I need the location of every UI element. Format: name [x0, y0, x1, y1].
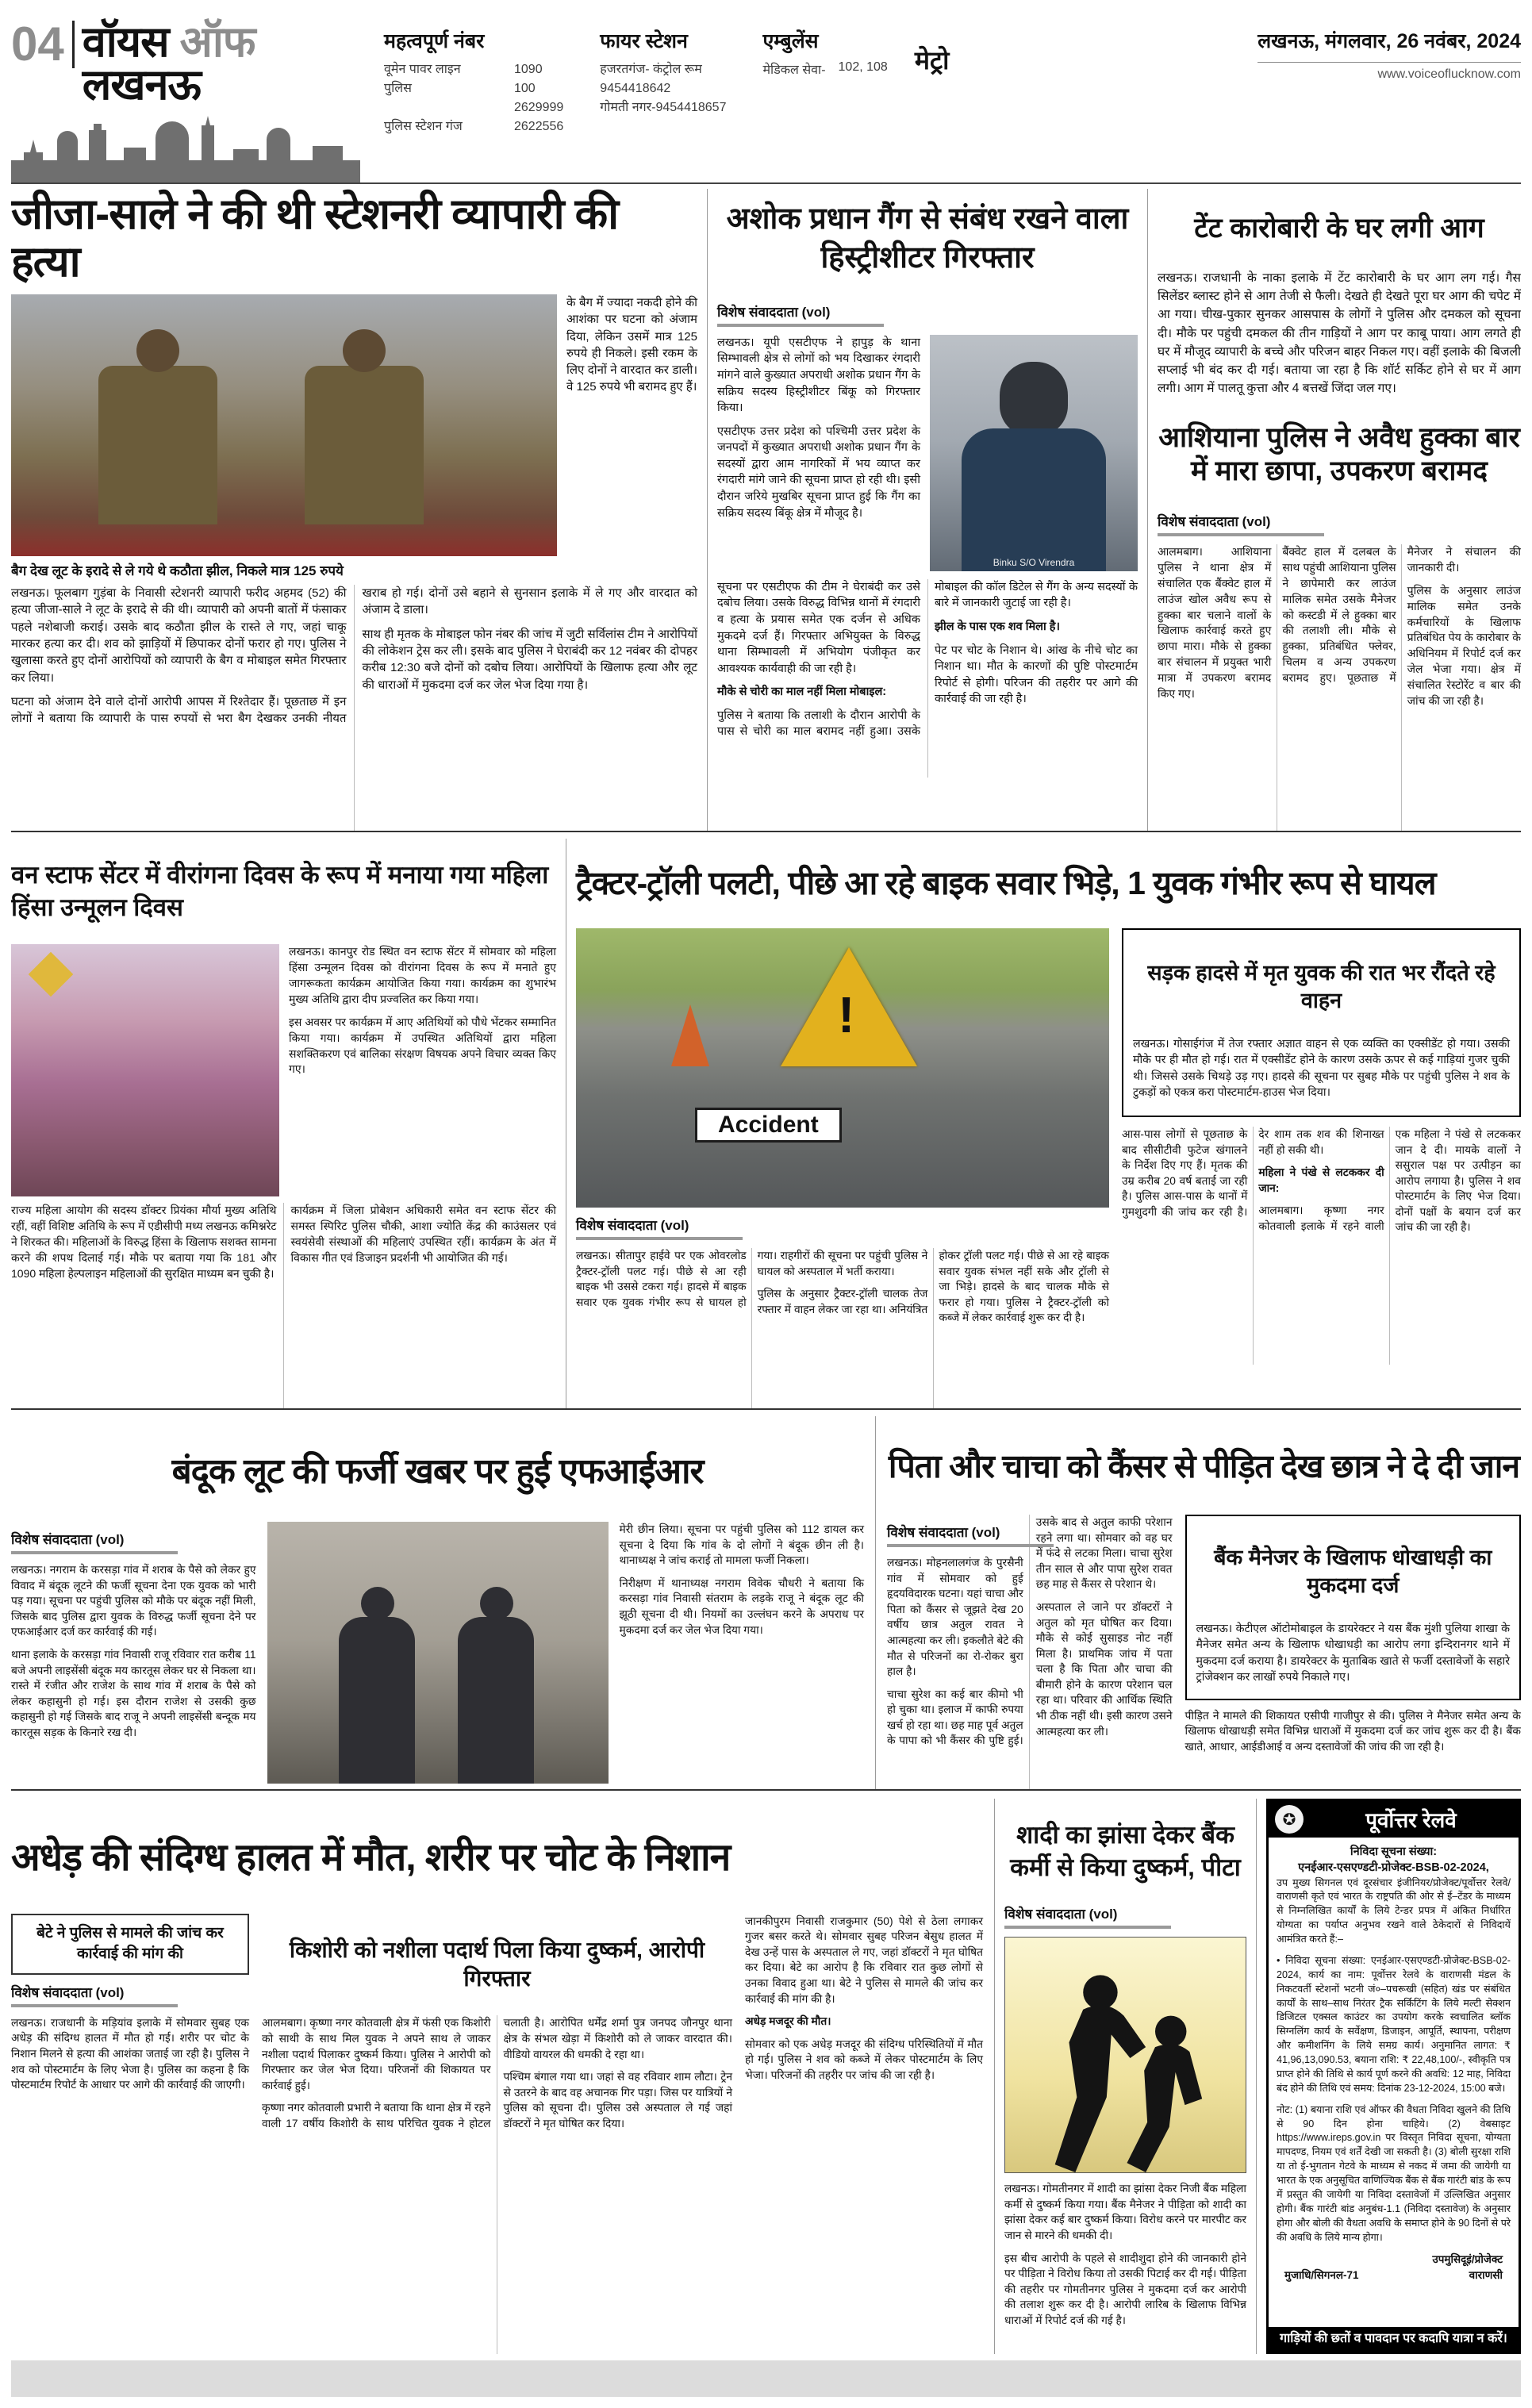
article-paragraph: राज्य महिला आयोग की सदस्य डॉक्टर प्रियंका मौर्या मुख्य अतिथि रहीं, वहीं विशिष्ट अतिथि के रूप में एडीसीपी मध्य लखनऊ कमिश्नरेट ने शिरकत की। महिलाओं के विरुद्ध हिंसा के खिलाफ सशक्त सामना करने की शपथ दिलाई गई। मौके पर बताया गया कि 181 और 1090 महिला हेल्पलाइन महिलाओं की सुरक्षित माध्यम बन चुकी है।: [11, 1204, 277, 1280]
article-paragraph: आलमबाग। आशियाना पुलिस ने थाना क्षेत्र में संचालित एक बैंक्वेट हाल में लाउंज खोल अवैध रूप से हुक्का बार चलाने वालों के खिलाफ कार्रवाई करते हुए छापा मारा। मौके से हुक्का बार संचालन में प्रयुक्त भारी मात्रा में उपकरण बरामद किए गए।: [1158, 545, 1272, 700]
byline: विशेष संवाददाता (vol): [11, 1532, 125, 1548]
warning-triangle-icon: [781, 947, 917, 1066]
tractor-article: [576, 928, 1109, 1408]
womens-event-photo: [11, 944, 279, 1196]
byline-rule: [1004, 1926, 1171, 1929]
byline-rule: [11, 1551, 178, 1554]
article-gun-fir: [11, 1416, 876, 1789]
article-paragraph: पीड़ित ने मामले की शिकायत एसीपी गाजीपुर से की। पुलिस ने मैनेजर समेत अन्य के खिलाफ धोखाधड़ी समेत विभिन्न धाराओं में मुकदमा दर्ज कर जांच शुरू कर दी है। बैंक खाते, आधार, आईडीआई व अन्य दस्तावेजों की जांच की जा रही है।: [1185, 1709, 1521, 1753]
date-block: [1257, 6, 1521, 182]
bank-fraud-box: [1185, 1515, 1521, 1700]
article-paragraph: लखनऊ। सीतापुर हाईवे पर एक ओवरलोड ट्रैक्टर-ट्रॉली पलट गई। पीछे से आ रही बाइक भी उससे टकरा गई। हादसे में बाइक सवार एक युवक गंभीर रूप से घायल हो गया। राहगीरों की सूचना पर पहुंची पुलिस ने घायल को अस्पताल में भर्ती कराया।: [576, 1250, 928, 1308]
article-veerangana-diwas: [11, 839, 566, 1408]
accident-scene-photo: [576, 928, 1109, 1208]
marriage-fraud-headline: शादी का झांसा देकर बैंक कर्मी से किया दुष्कर्म, पीटा: [1010, 1820, 1241, 1881]
officer-figure: [305, 366, 424, 524]
article-paragraph: पुलिस के अनुसार ट्रैक्टर-ट्रॉली चालक तेज रफ्तार में वाहन लेकर जा रहा था। अनियंत्रित होकर ट्रॉली पलट गई। पीछे से आ रहे बाइक सवार युवक संभल नहीं सके और ट्रॉली से जा भिड़े। हादसे के बाद चालक मौके से फरार हो गया। पुलिस ने ट्रैक्टर-ट्रॉली को कब्जे में लेकर कार्रवाई शुरू कर दी है।: [757, 1250, 1109, 1324]
article-paragraph: एसटीएफ उत्तर प्रदेश को पश्चिमी उत्तर प्रदेश के जनपदों में कुख्यात अपराधी अशोक प्रधान गैंग के सदस्यों द्वारा आम नागरिकों में भय व्याप्त कर रंगदारी मांगे जाने की सूचना प्राप्त हो रही थी। इसी दौरान जरिये मुखबिर सूचना प्राप्त हुई कि गैंग का सक्रिय सदस्य बिंकू क्षेत्र में मौजूद है।: [717, 424, 920, 520]
mugshot-figure: [1000, 362, 1068, 435]
article-paragraph: आलमबाग। कृष्णा नगर कोतवाली क्षेत्र में फंसी एक किशोरी को साथी के साथ मिल युवक ने अपने साथ ले जाकर नशीला पदार्थ पिलाकर दुष्कर्म किया। पुलिस ने आरोपी को गिरफ्तार कर जेल भेज दिया। परिजनों की शिकायत पर कार्रवाई हुई।: [262, 2017, 491, 2091]
article-suspicious-death: [11, 1799, 995, 2354]
railway-emblem-icon: ✪: [1275, 1805, 1304, 1834]
article-paragraph: घटना को अंजाम देने वाले दोनों आरोपी आपस में रिश्तेदार हैं। पूछताछ में इन लोगों ने बताया कि व्यापारी के पास रुपयों से भरा बैग देखकर उनकी नीयत खराब हो गई। दोनों उसे बहाने से सुनसान इलाके में ले गए और वारदात को अंजाम दे डाला।: [11, 586, 697, 726]
traffic-cone-icon: [671, 1004, 709, 1066]
article-paragraph: साथ ही मृतक के मोबाइल फोन नंबर की जांच में जुटी सर्विलांस टीम ने आरोपियों की लोकेशन ट्रेस कर ली। इसके बाद पुलिस ने घेराबंदी कर 12 नवंबर की दोपहर करीब 12:30 बजे दोनों को दबोच लिया। आरोपियों के खिलाफ हत्या और लूट की धाराओं में मुकदमा दर्ज कर जेल भेज दिया गया है।: [362, 627, 697, 692]
article-paragraph: मेरी छीन लिया। सूचना पर पहुंची पुलिस को 112 डायल कर सूचना दे दिया कि गांव के दो लोगों ने बंदूक छीन ली है। थानाध्यक्ष ने जांच कराई तो मामला फर्जी निकला।: [619, 1523, 864, 1567]
masthead: [11, 6, 1521, 184]
tractor-headline: ट्रैक्टर-ट्रॉली पलटी, पीछे आ रहे बाइक सवार भिड़े, 1 युवक गंभीर रूप से घायल: [576, 865, 1436, 902]
notice-header: [1269, 1801, 1519, 1838]
lead-headline: जीजा-साले ने की थी स्टेशनरी व्यापारी की हत्या: [11, 190, 619, 286]
article-paragraph: अस्पताल ले जाने पर डॉक्टरों ने अतुल को मृत घोषित कर दिया। मौके से कोई सुसाइड नोट नहीं मिला है। प्राथमिक जांच में पता चला है कि पिता और चाचा की बीमारी होने के कारण परेशान चल रहा था। परिवार की आर्थिक स्थिति भी ठीक नहीं थी। इसी कारण उसने आत्महत्या कर ली।: [1035, 1600, 1173, 1738]
railway-tender-notice: [1257, 1799, 1521, 2354]
article-paragraph: पुलिस ने बताया कि तलाशी के दौरान आरोपी के पास से चोरी का माल बरामद नहीं हुआ। उसके मोबाइल की कॉल डिटेल से गैंग के अन्य सदस्यों के बारे में जानकारी जुटाई जा रही है।: [717, 580, 1138, 739]
article-paragraph: लखनऊ। मोहनलालगंज के पुरसैनी गांव में सोमवार को हुई हृदयविदारक घटना। यहां चाचा और पिता को कैंसर से जूझते देख 20 वर्षीय छात्र अतुल रावत ने आत्महत्या कर ली। इकलौते बेटे की मौत से परिजनों का रो-रोकर बुरा हाल है।: [887, 1557, 1023, 1678]
article-paragraph: लखनऊ। यूपी एसटीएफ ने हापुड़ के थाना सिम्भावली क्षेत्र से लोगों को भय दिखाकर रंगदारी मांगने वाले कुख्यात अपराधी अशोक प्रधान गैंग के सक्रिय सदस्य हिस्ट्रीशीटर बिंकू को गिरफ्तार किया।: [717, 336, 920, 415]
number-label: पुलिस: [384, 82, 412, 95]
article-paragraph: के बैग में ज्यादा नकदी होने की आशंका पर घटना को अंजाम दिया, लेकिन उसमें मात्र 125 रुपये ही निकले। इसी रकम के लिए दोनों ने वारदात कर डाली। वे 125 रुपये भी बरामद हुए हैं।: [566, 295, 697, 394]
number-label: वूमेन पावर लाइन: [384, 63, 461, 76]
fire-line: गोमती नगर-9454418657: [600, 101, 727, 114]
gun-fir-headline: बंदूक लूट की फर्जी खबर पर हुई एफआईआर: [171, 1451, 704, 1491]
middle-band: [11, 831, 1521, 1408]
tractor-section: [566, 839, 1521, 1408]
article-paragraph: कार्यक्रम में जिला प्रोबेशन अधिकारी समेत वन स्टाफ सेंटर की समस्त स्पिरिट पुलिस चौकी, आशा ज्योति केंद्र की काउंसलर एवं स्वयंसेवी संस्थाओं की महिलाएं उपस्थित रहीं। कार्यक्रम के अंत में विकास गीत एवं डिजाइन प्रदर्शनी भी आयोजित की गई।: [290, 1204, 556, 1264]
article-paragraph: लखनऊ। राजधानी के मड़ियांव इलाके में सोमवार सुबह एक अधेड़ की संदिग्ध हालत में मौत हो गई। शरीर पर चोट के निशान मिलने से हत्या की आशंका जताई जा रही है। पुलिस ने शव को पोस्टमार्टम के लिए भेजा है। पुलिस का कहना है कि पोस्टमार्टम रिपोर्ट के आधार पर आगे की कार्रवाई की जाएगी।: [11, 2016, 249, 2091]
byline-rule: [887, 1544, 1054, 1547]
article-paragraph: आस-पास लोगों से पूछताछ के बाद सीसीटीवी फुटेज खंगालने के निर्देश दिए गए हैं। मृतक की उम्र करीब 20 वर्ष बताई जा रही है। पुलिस आस-पास के थानों में गुमशुदगी की जांच कर रही है। देर शाम तक शव की शिनाख्त नहीं हो सकी थी।: [1122, 1127, 1384, 1218]
veerangana-body: [11, 1203, 556, 1408]
article-paragraph: लखनऊ। फूलबाग गुड़ंबा के निवासी स्टेशनरी व्यापारी फरीद अहमद (52) की हत्या जीजा-साले ने लूट के इरादे से की थी। व्यापारी को अपनी बातों में फंसाकर पहले नशेबाजी कराई। उसके बाद कठौता झील के रास्ते ले गए, जहां चाकू मारकर हत्या कर दी। शव को झाड़ियों में छिपाकर दोनों फरार हो गए। पुलिस ने खुलासा करते हुए दोनों आरोपियों को व्यापारी के बैग व मोबाइल समेत गिरफ्तार कर लिया।: [11, 586, 347, 685]
kishori-body: [262, 2015, 732, 2354]
ambulance-value: 102, 108: [838, 60, 888, 74]
ambulance-label: मेडिकल सेवा-: [762, 63, 826, 77]
article-paragraph: लखनऊ। नगराम के करसड़ा गांव में शराब के पैसे को लेकर हुए विवाद में बंदूक लूटने की फर्जी सूचना देना एक युवक को भारी पड़ गया। सूचना पर पहुंची पुलिस को मौके पर बंदूक नहीं मिली, जिसके बाद पुलिस द्वारा युवक के विरुद्ध फर्जी सूचना देने पर एफआईआर दर्ज कर कार्रवाई की गई।: [11, 1564, 256, 1638]
byline: विशेष संवाददाता (vol): [717, 304, 831, 320]
sub-heading: झील के पास एक शव मिला है।: [935, 620, 1060, 633]
article-paragraph: पेट पर चोट के निशान थे। आंख के नीचे चोट का निशान था। मौत के कारणों की पुष्टि पोस्टमार्टम रिपोर्ट से होगी। परिजन की तहरीर पर आगे की कार्रवाई की जा रही है।: [935, 643, 1138, 706]
byline: विशेष संवाददाता (vol): [576, 1218, 689, 1234]
byline-rule: [11, 2004, 178, 2007]
masthead-brand: [11, 6, 384, 182]
police-spot-photo: [267, 1522, 609, 1784]
article-paragraph: लखनऊ। केटीएल ऑटोमोबाइल के डायरेक्टर ने यस बैंक मुंशी पुलिया शाखा के मैनेजर समेत अन्य के खिलाफ धोखाधड़ी का आरोप लगा इन्दिरानगर थाने में मुकदमा दर्ज कराया है। डायरेक्टर के मुताबिक खाते से फर्जी दस्तावेजों के सहारे ट्रांजेक्शन कर लाखों रुपये निकाले गए।: [1196, 1623, 1510, 1684]
sub-heading: मौके से चोरी का माल नहीं मिला मोबाइल:: [717, 686, 887, 699]
bank-fraud-article: [1185, 1515, 1521, 1789]
fire-station-heading: फायर स्टेशन: [600, 30, 688, 52]
right-column: [1148, 189, 1521, 831]
important-numbers-heading: महत्वपूर्ण नंबर: [384, 30, 485, 52]
number-value: 1090: [514, 63, 543, 76]
article-hookah-raid: [1158, 421, 1521, 831]
emergency-numbers: [384, 6, 888, 182]
section-label: मेट्रो: [914, 46, 950, 75]
gun-column: [620, 1522, 865, 1784]
historysheeter-headline: अशोक प्रधान गैंग से संबंध रखने वाला हिस्ट्रीशीटर गिरफ्तार: [726, 202, 1129, 275]
article-paragraph: सोमवार को एक अधेड़ मजदूर की संदिग्ध परिस्थितियों में मौत हो गई। पुलिस ने शव को कब्जे में लेकर पोस्टमार्टम के लिए भेजा। परिजनों की तहरीर पर जांच की जा रही है।: [745, 2037, 983, 2081]
article-lead-murder: [11, 189, 707, 831]
byline: विशेष संवाददाता (vol): [1158, 514, 1271, 529]
roadkill-article: [1122, 928, 1521, 1408]
paper-title-word: वॉयस: [82, 18, 169, 66]
roadkill-headline: सड़क हादसे में मृत युवक की रात भर रौंदते रहे वाहन: [1147, 961, 1496, 1013]
notice-paragraph: • निविदा सूचना संख्या: एनईआर-एसएण्डटी-प्रोजेक्ट-BSB-02-2024, कार्य का नाम: पूर्वोत्तर रेलवे के वाराणसी मंडल के निकटवर्ती स्टेशनों भटनी जं०–पचरूखी (सहित) खंड पर संबंधित कार्यों के साथ–साथ निरंतर ट्रैक सर्किटिंग के लिये मल्टी सेक्शन डिजिटल एक्सल काउंटर का उपयोग करके स्वचालित ब्लॉक सिग्नलिंग कार्य के सर्वेक्षण, डिजाइन, आपूर्ति, स्थापना, परीक्षण और कमीशनिंग के लिये समग्र कार्य। अनुमानित लागत: ₹ 41,96,13,090.53, बयाना राशि: ₹ 22,48,100/-, स्वीकृति पत्र प्राप्त होने की तिथि से कार्य पूर्ण करने की अवधि: 12 माह, निविदा बंद होने की तिथि एवं समय: दिनांक 23-12-2024, 15:00 बजे।: [1277, 1954, 1511, 2094]
article-paragraph: पुलिस के अनुसार लाउंज मालिक समेत उनके कर्मचारियों के खिलाफ प्रतिबंधित पेय के कारोबार के अधिनियम में रिपोर्ट दर्ज कर जेल भेजा गया। क्षेत्र में संचालित रेस्टोरेंट व बार की जांच की जा रही है।: [1407, 583, 1521, 707]
article-paragraph: पश्चिम बंगाल गया था। जहां से वह रविवार शाम लौटा। ट्रेन से उतरने के बाद वह अचानक गिर पड़ा। जिस पर यात्रियों ने पुलिस को सूचना दी। पुलिस उसे अस्पताल ले गई जहां डॉक्टरों ने मृत घोषित कर दिया।: [503, 2071, 732, 2130]
byline-rule: [1158, 533, 1324, 536]
demand-box-headline: बेटे ने पुलिस से मामले की जांच कर कार्रवाई की मांग की: [11, 1914, 249, 1975]
notice-body: [1269, 1838, 1519, 2327]
kishori-headline: किशोरी को नशीला पदार्थ पिला किया दुष्कर्म, आरोपी गिरफ्तार: [289, 1937, 705, 1991]
mugshot-caption: Binku S/O Virendra: [993, 556, 1075, 568]
officer-figure: [98, 366, 217, 524]
notice-title: पूर्वोत्तर रेलवे: [1365, 1808, 1457, 1832]
byline: विशेष संवाददाता (vol): [887, 1525, 1000, 1541]
tent-fire-headline: टेंट कारोबारी के घर लगी आग: [1194, 213, 1484, 244]
mugshot-figure: [962, 428, 1106, 571]
article-paragraph: लखनऊ। गोसाईगंज में तेज रफ्तार अज्ञात वाहन से एक व्यक्ति का एक्सीडेंट हो गया। उसकी मौके पर ही मौत हो गई। रात में एक्सीडेंट होने के कारण उसके ऊपर से कई गाड़ियां गुजर चुकी थी। जिससे उसके चिथड़े उड़ गए। हादसे की सूचना पर सुबह मौके पर पहुंची पुलिस ने शव के टुकड़ों को एकत्र करा पोस्टमार्टम-हाउस भेज दिया।: [1133, 1038, 1510, 1099]
notice-paragraph: उप मुख्य सिगनल एवं दूरसंचार इंजीनियर/प्रोजेक्ट/पूर्वोत्तर रेलवे/वाराणसी कृते एवं भारत के राष्ट्रपति की ओर से ई–टेंडर के माध्यम से निम्नलिखित कार्यों के लिये टेन्डर प्रपत्र में अंकित निर्धारित योग्यता का पर्याप्त अनुभव रखने वाले ठेकेदारों से निविदायें आमंत्रित करते हैं:–: [1277, 1876, 1511, 1945]
lead-photo-caption: बैग देख लूट के इरादे से ले गये थे कठौता झील, निकले मात्र 125 रुपये: [11, 563, 344, 578]
student-suicide-body: [887, 1515, 1173, 1789]
person-figure: [339, 1617, 415, 1784]
assault-illustration-photo: [1004, 1937, 1246, 2173]
article-paragraph: लखनऊ। गोमतीनगर में शादी का झांसा देकर निजी बैंक महिला कर्मी से दुष्कर्म किया गया। बैंक मैनेजर ने पीड़िता को शादी का झांसा देकर कई बार दुष्कर्म किया। विरोध करने पर मारपीट कर जान से मारने की धमकी दी।: [1004, 2183, 1246, 2241]
bank-fraud-headline: बैंक मैनेजर के खिलाफ धोखाधड़ी का मुकदमा दर्ज: [1214, 1546, 1492, 1598]
article-paragraph: इस अवसर पर कार्यक्रम में आए अतिथियों को पौधे भेंटकर सम्मानित किया गया। कार्यक्रम में उपस्थित अतिथियों द्वारा महिला सशक्तिकरण एवं बालिका संरक्षण विषयक अपने विचार व्यक्त किए गए।: [289, 1015, 556, 1076]
fire-line: हजरतगंज- कंट्रोल रूम: [600, 63, 702, 76]
byline-rule: [717, 324, 884, 327]
historysheeter-body: [717, 579, 1138, 778]
paper-title-word: लखनऊ: [82, 61, 201, 109]
roadkill-box: [1122, 928, 1521, 1117]
kishori-article: [262, 1914, 732, 2354]
article-marriage-fraud: [995, 1799, 1257, 2354]
article-paragraph: लखनऊ। कानपुर रोड स्थित वन स्टाफ सेंटर में सोमवार को महिला हिंसा उन्मूलन दिवस को वीरांगना दिवस के रूप में मनाते हुए जागरूकता कार्यक्रम आयोजित किया गया। कार्यक्रम का शुभारंभ मुख्य अतिथि द्वारा दीप प्रज्वलित कर किया गया।: [289, 945, 556, 1005]
tender-number: एनईआर-एसएण्डटी-प्रोजेक्ट-BSB-02-2024,: [1298, 1861, 1489, 1875]
article-paragraph: थाना इलाके के करसड़ा गांव निवासी राजू रविवार रात करीब 11 बजे अपनी लाइसेंसी बंदूक मय कारतूस लेकर घर से निकला था। रास्ते में रंजीत और राजेश के साथ गांव में शराब के पैसे को लेकर कहासुनी हो गई। इस दौरान राजेश से उसकी कुछ कहासुनी हो गई जिसके बाद राजू ने अपनी लाइसेंसी बन्दूक मय कारतूस सड़क के किनारे रख दी।: [11, 1648, 256, 1738]
article-paragraph: सूचना पर एसटीएफ की टीम ने घेराबंदी कर उसे दबोच लिया। उसके विरुद्ध विभिन्न थानों में रंगदारी व हत्या के प्रयास समेत एक दर्जन से अधिक मुकदमे दर्ज हैं। गिरफ्तार अभियुक्त के विरुद्ध थाना सिम्भावली में अभियोग पंजीकृत कर आवश्यक कार्यवाही की जा रही है।: [717, 580, 920, 675]
website-link[interactable]: www.voiceoflucknow.com: [1377, 67, 1521, 81]
article-paragraph: इस बीच आरोपी के पहले से शादीशुदा होने की जानकारी होने पर पीड़िता ने विरोध किया तो उसकी पिटाई कर दी गई। पीड़िता की तहरीर पर गोमतीनगर पुलिस ने मुकदमा दर्ज कर आरोपी की तलाश शुरू कर दी है। आरोपी लारिब के खिलाफ विभिन्न धाराओं में रिपोर्ट दर्ज की गई है।: [1004, 2252, 1246, 2326]
person-figure: [458, 1617, 534, 1784]
article-paragraph: लखनऊ। राजधानी के नाका इलाके में टेंट कारोबारी के घर आग लग गई। गैस सिलेंडर ब्लास्ट होने से आग तेजी से फैली। देखते ही देखते पूरा घर आग की चपेट में आ गया। चीख-पुकार सुनकर आसपास के लोगों ने पुलिस और दमकल को सूचना दी। मौके पर पहुंची दमकल की तीन गाड़ियों ने आग पर काबू पाया। आग लगते ही घर में मौजूद व्यापारी के बच्चे और परिजन बाहर निकल गए। वहीं इलाके की बिजली सप्लाई भी बंद कर दी गई। बताया जा रहा है कि शॉर्ट सर्किट होने से घर में आग लगी। आग में पालतू कुत्ता और 4 बत्तखें जिंदा जल गए।: [1158, 271, 1521, 396]
suspicious-death-column: [745, 1914, 983, 2354]
number-value: 2622556: [514, 120, 564, 133]
fire-station-numbers: [600, 27, 726, 182]
article-paragraph: आलमबाग। कृष्णा नगर कोतवाली इलाके में रहने वाली एक महिला ने पंखे से लटककर जान दे दी। मायके वालों ने ससुराल पक्ष पर उत्पीड़न का आरोप लगाया है। पुलिस ने शव पोस्टमार्टम के लिए भेज दिया। दोनों पक्षों के बयान दर्ज कर जांच की जा रही है।: [1258, 1127, 1521, 1234]
sub-heading: अधेड़ मजदूर की मौत।: [745, 2015, 831, 2028]
byline-rule: [576, 1237, 743, 1240]
notice-signature: उपमुसिदूइं/प्रोजेक्ट: [1432, 2253, 1503, 2266]
number-label: पुलिस स्टेशन गंज: [384, 120, 463, 133]
lead-side-column: [566, 294, 697, 556]
article-tent-fire: [1158, 212, 1521, 397]
city-skyline-graphic: [11, 103, 368, 182]
article-paragraph: निरीक्षण में थानाध्यक्ष नगराम विवेक चौधरी ने बताया कि करसड़ा गांव निवासी संतराम के लड़के राजू ने बंदूक लूट की झूठी सूचना दी थी। नियमों का उल्लंघन करने के अपराध पर मुकदमा दर्ज कर जेल भेज दिया गया।: [619, 1577, 864, 1636]
historysheeter-column: [717, 335, 920, 571]
notice-signature-row: [1277, 2268, 1511, 2288]
bottom-band: [11, 1789, 1521, 2354]
lead-body: [11, 585, 697, 831]
page-number: 04: [11, 21, 75, 68]
article-paragraph: कृष्णा नगर कोतवाली प्रभारी ने बताया कि थाना क्षेत्र में रहने वाली 17 वर्षीय किशोरी के साथ परिचित युवक ने होटल चलाती है। आरोपित धर्मेंद्र शर्मा पुत्र जनपद जौनपुर थाना क्षेत्र के संभल खेड़ा में किशोरी को ले जाकर वारदात की। वीडियो वायरल की धमकी दे रहा था।: [262, 2017, 732, 2130]
dateline: लखनऊ, मंगलवार, 26 नवंबर, 2024: [1257, 27, 1521, 63]
marriage-fraud-body: [1004, 2181, 1246, 2328]
veerangana-side-column: [289, 944, 556, 1196]
important-numbers: [384, 27, 563, 182]
page-footer-strip: [11, 2360, 1521, 2397]
suspicious-death-headline: अधेड़ की संदिग्ध हालत में मौत, शरीर पर चोट के निशान: [11, 1836, 731, 1879]
tender-label: निविदा सूचना संख्या:: [1350, 1845, 1438, 1858]
silhouette-figures-graphic: [1005, 1938, 1246, 2172]
hookah-body: [1158, 544, 1521, 831]
notice-warning-bar: गाड़ियों की छतों व पावदान पर कदापि यात्रा न करें।: [1269, 2327, 1519, 2352]
ambulance-numbers: [762, 27, 887, 182]
ambulance-heading: एम्बुलेंस: [762, 30, 819, 52]
byline: विशेष संवाददाता (vol): [1004, 1907, 1118, 1922]
notice-signature: मुजाधि/सिगनल-71: [1284, 2269, 1359, 2282]
paper-title-word: ऑफ: [179, 18, 255, 66]
accused-mugshot-photo: [930, 335, 1138, 571]
article-paragraph: बैंक्वेट हाल में दलबल के साथ पहुंची आशियाना पुलिस ने छापेमारी कर लाउंज मालिक समेत उसके मैनेजर को कस्टडी में ले हुक्का बार की तलाशी ली। मौके से हुक्का, प्रतिबंधित फ्लेवर, चिलम व अन्य उपकरण बरामद हुए। पूछताछ में मैनेजर ने संचालन की जानकारी दी।: [1282, 545, 1521, 684]
article-student-suicide: [876, 1416, 1521, 1789]
paper-title: [82, 18, 384, 109]
fire-line: 9454418642: [600, 82, 671, 95]
number-label: [384, 98, 503, 117]
article-paragraph: जानकीपुरम निवासी राजकुमार (50) पेशे से ठेला लगाकर गुजर बसर करते थे। सोमवार सुबह परिजन बेसुध हालत में देख उन्हें पास के अस्पताल ले गए, जहां डॉक्टरों ने मृत घोषित कर दिया। बेटे का आरोप है कि रविवार रात कुछ लोगों से उनका विवाद हुआ था। बेटे ने पुलिस से मामले की जांच कर कार्रवाई की मांग की है।: [745, 1914, 983, 2005]
roadkill-body: [1122, 1127, 1521, 1365]
number-value: 100: [514, 82, 536, 95]
suspicious-death-column: [11, 1914, 249, 2354]
byline: विशेष संवाददाता (vol): [11, 1984, 125, 2000]
student-suicide-headline: पिता और चाचा को कैंसर से पीड़ित देख छात्र ने दे दी जान: [888, 1448, 1520, 1485]
notice-paragraph: नोट: (1) बयाना राशि एवं ऑफर की वैधता निविदा खुलने की तिथि से 90 दिन होना चाहिये। (2) वेबसाइट https://www.ireps.gov.in पर विस्तृत निविदा सूचना, योग्यता मापदण्ड, नियम एवं शर्तें देखी जा सकती है। (3) बोली सुरक्षा राशि या तो ई-भुगतान गेटवे के माध्यम से नकद में जमा की जायेगी या भारत के एक अनुसूचित वाणिज्यिक बैंक से बैंक गारंटी बांड के रूप में प्रस्तुत की जायेगी या निविदा दस्तावेजों में उल्लिखित अनुसार होगी। बैंक गारंटी बांड अनुबंध-1.1 (निविदा दस्तावेज) के अनुसार होगा और बोली की वैधता अवधि के समाप्त होने के 90 दिनों से परे की अवधि के लिये मान्य होगा।: [1277, 2103, 1511, 2243]
number-value: 2629999: [514, 101, 564, 114]
hookah-headline: आशियाना पुलिस ने अवैध हुक्का बार में मारा छापा, उपकरण बरामद: [1158, 421, 1520, 487]
notice-signature: वाराणसी: [1469, 2269, 1503, 2282]
veerangana-headline: वन स्टाफ सेंटर में वीरांगना दिवस के रूप में मनाया गया महिला हिंसा उन्मूलन दिवस: [11, 860, 549, 921]
article-historysheeter: [707, 189, 1148, 831]
sub-heading: महिला ने पंखे से लटककर दी जान:: [1258, 1166, 1384, 1194]
press-conference-photo: [11, 294, 557, 556]
lower-band: [11, 1408, 1521, 1789]
top-band: [11, 184, 1521, 831]
article-paragraph: चाचा सुरेश का कई बार कीमो भी हो चुका था। इलाज में काफी रुपया खर्च हो रहा था। छह माह पूर्व अतुल के पापा को भी कैंसर की पुष्टि हुई। उसके बाद से अतुल काफी परेशान रहने लगा था। सोमवार को वह घर में फंदे से लटका मिला। चाचा सुरेश तीन साल से और पापा सुरेश रावत छह माह से कैंसर से परेशान थे।: [887, 1516, 1173, 1747]
gun-column: [11, 1522, 256, 1784]
tractor-body: [576, 1248, 1109, 1408]
decoration-shape: [29, 952, 74, 997]
accident-sign-label: Accident: [695, 1108, 842, 1143]
